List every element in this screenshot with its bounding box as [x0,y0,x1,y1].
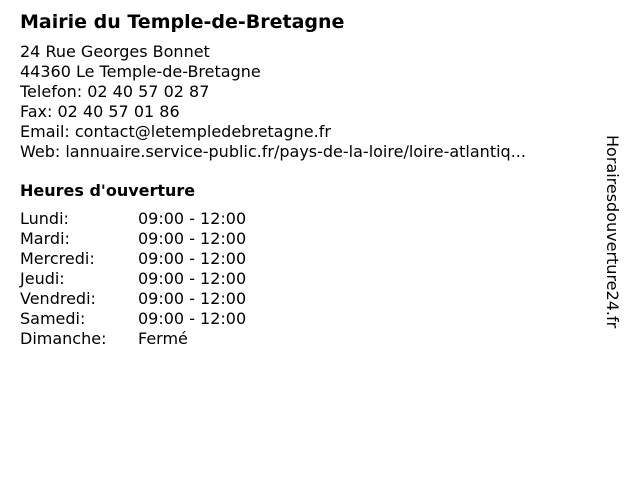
email-line: Email: contact@letempledebretagne.fr [20,122,331,141]
hours-time: Fermé [138,329,188,348]
hours-day: Vendredi: [20,289,96,308]
hours-day: Samedi: [20,309,86,328]
page-title: Mairie du Temple-de-Bretagne [20,11,345,33]
hours-day: Jeudi: [20,269,65,288]
hours-time: 09:00 - 12:00 [138,249,247,268]
hours-time: 09:00 - 12:00 [138,309,247,328]
business-card [20,10,595,349]
contact-block [20,42,595,162]
hours-row-lundi [20,209,595,229]
hours-row-samedi [20,309,595,329]
hours-heading: Heures d'ouverture [20,181,196,200]
hours-day: Dimanche: [20,329,107,348]
hours-row-mardi [20,229,595,249]
hours-row-jeudi [20,269,595,289]
hours-table [20,209,595,349]
hours-row-dimanche [20,329,595,349]
phone-line: Telefon: 02 40 57 02 87 [20,82,210,101]
site-watermark: Horairesdouverture24.fr [603,135,622,329]
hours-day: Mercredi: [20,249,95,268]
hours-time: 09:00 - 12:00 [138,229,247,248]
hours-row-vendredi [20,289,595,309]
fax-line: Fax: 02 40 57 01 86 [20,102,180,121]
hours-day: Mardi: [20,229,70,248]
address-city: 44360 Le Temple-de-Bretagne [20,62,261,81]
hours-time: 09:00 - 12:00 [138,289,247,308]
hours-time: 09:00 - 12:00 [138,269,247,288]
web-line: Web: lannuaire.service-public.fr/pays-de-la-loire/loire-atlantiq... [20,142,526,161]
hours-row-mercredi [20,249,595,269]
hours-time: 09:00 - 12:00 [138,209,247,228]
hours-day: Lundi: [20,209,69,228]
address-street: 24 Rue Georges Bonnet [20,42,210,61]
